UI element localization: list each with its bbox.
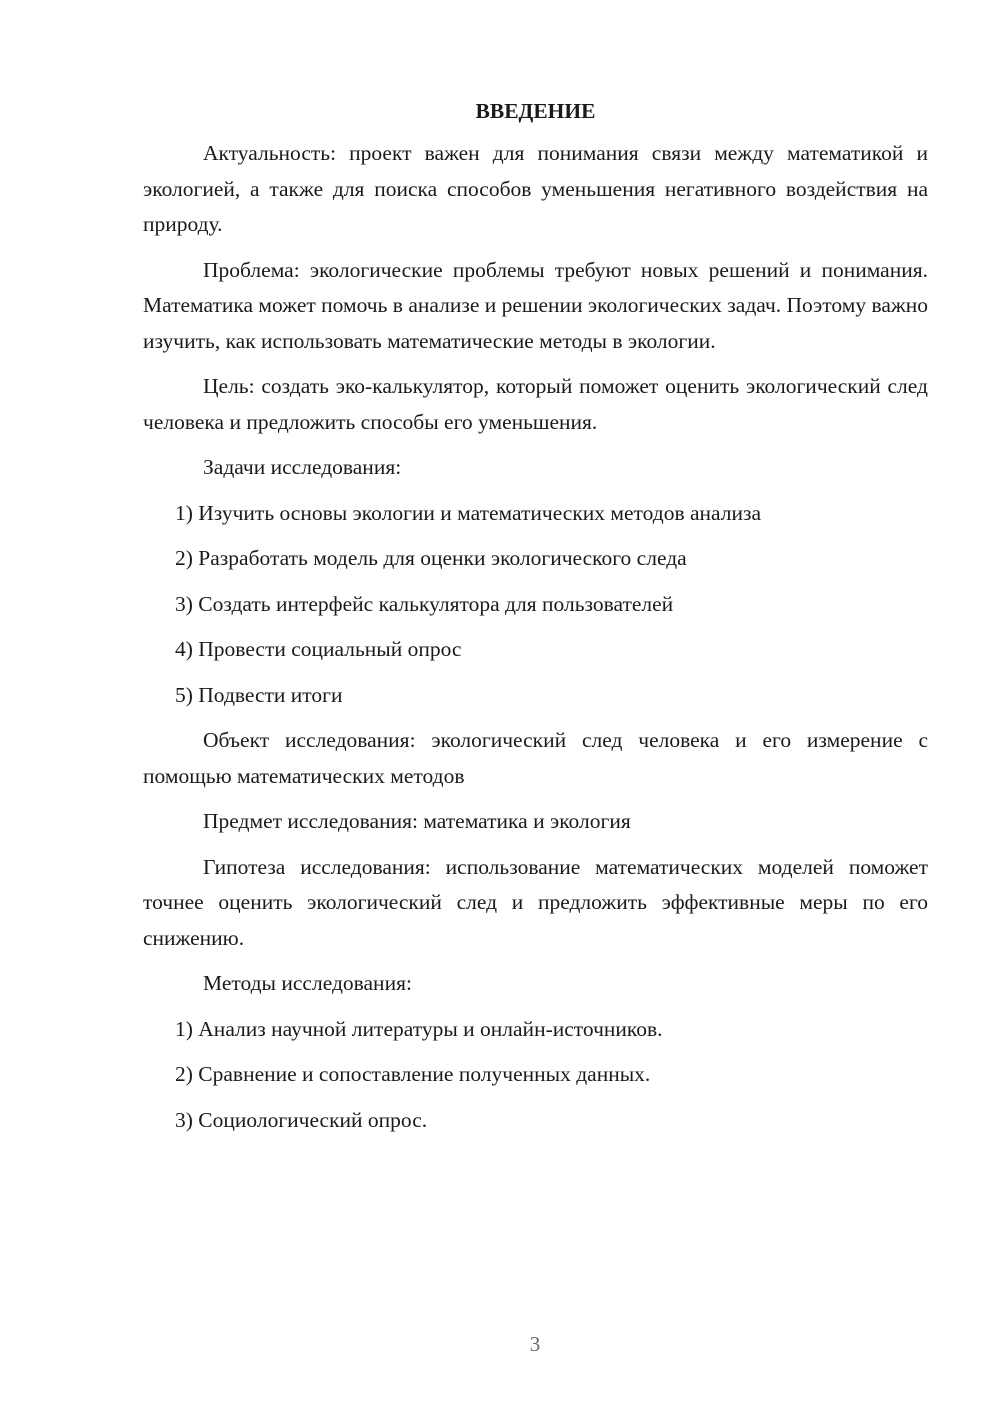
tasks-heading: Задачи исследования: (203, 455, 402, 479)
methods-list (143, 1012, 928, 1139)
task-item: 4) Провести социальный опрос (175, 637, 462, 661)
method-item: 1) Анализ научной литературы и онлайн-источников. (175, 1016, 663, 1041)
document-page (143, 96, 928, 1148)
goal-paragraph: Цель: создать эко-калькулятор, который поможет оценить экологический след человека и предложить способы его уменьшения. (143, 374, 928, 434)
methods-heading: Методы исследования: (203, 971, 412, 995)
subject-paragraph: Предмет исследования: математика и экология (203, 809, 631, 833)
task-item: 3) Создать интерфейс калькулятора для пользователей (175, 591, 674, 616)
object-paragraph: Объект исследования: экологический след человека и его измерение с помощью математических методов (143, 728, 928, 788)
method-item: 3) Социологический опрос. (175, 1107, 428, 1132)
tasks-list (143, 496, 928, 714)
page-number: 3 (529, 1332, 541, 1356)
method-item: 2) Сравнение и сопоставление полученных данных. (175, 1062, 651, 1086)
relevance-paragraph: Актуальность: проект важен для понимания связи между математикой и экологией, а также для поиска способов уменьшения негативного воздействия на природу. (143, 141, 928, 236)
section-title: ВВЕДЕНИЕ (475, 99, 596, 123)
hypothesis-paragraph: Гипотеза исследования: использование математических моделей поможет точнее оценить экологический след и предложить эффективные меры по его снижению. (143, 854, 928, 950)
problem-paragraph: Проблема: экологические проблемы требуют новых решений и понимания. Математика может помочь в анализе и решении экологических задач. Поэтому важно изучить, как использовать математические методы в экологии. (143, 257, 928, 353)
task-item: 1) Изучить основы экологии и математических методов анализа (175, 500, 762, 525)
task-item: 5) Подвести итоги (175, 682, 343, 707)
task-item: 2) Разработать модель для оценки экологического следа (175, 546, 687, 570)
